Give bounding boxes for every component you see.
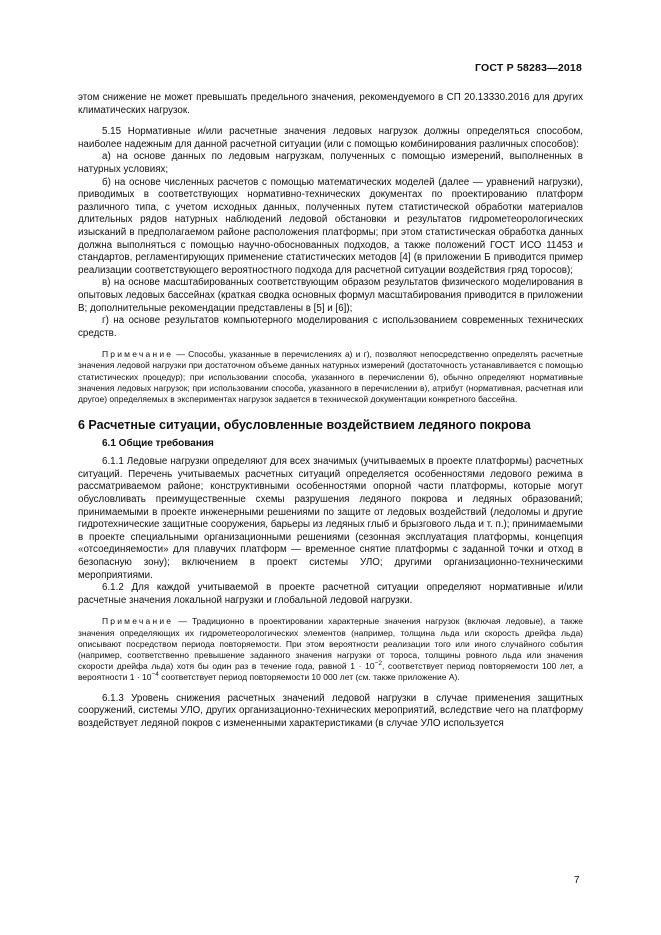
- note-2: [78, 616, 583, 683]
- list-item-g: г) на основе результатов компьютерного моделирования с использованием современных технических средств.: [78, 315, 583, 339]
- list-item-a: а) на основе данных по ледовым нагрузкам, полученных с помощью измерений, выполненных в натурных условиях;: [78, 151, 583, 175]
- note-2-exponent-1: −2: [374, 660, 383, 668]
- paragraph-continuation: этом снижение не может превышать предельного значения, рекомендуемого в СП 20.13330.2016 для других климатических нагрузок.: [78, 92, 583, 116]
- section-6-1-heading: 6.1 Общие требования: [102, 438, 214, 450]
- section-6-heading: 6 Расчетные ситуации, обусловленные воздействием ледяного покрова: [78, 418, 531, 433]
- paragraph-6-1-2: 6.1.2 Для каждой учитываемой в проекте расчетной ситуации определяют нормативные и/или расчетные значения локальной нагрузки и глобальной ледовой нагрузки.: [78, 582, 583, 606]
- document-code-header: ГОСТ Р 58283—2018: [474, 62, 582, 74]
- page-content: [78, 92, 583, 730]
- note-2-text-c: соответствует период повторяемости 10 000 лет (см. также приложение А).: [158, 672, 460, 683]
- note-1-label: Примечание: [102, 349, 174, 360]
- note-1-text: — Способы, указанные в перечислениях а) и г), позволяют непосредственно определять расчетные значения ледовой нагрузки при достаточном объеме данных натурных измерений (достаточность устанавливается с помощью статистических процедур); при использовании способа, указанного в перечислении б), обычно определяют нормативные значения ледовых нагрузок; при использовании способа, указанного в перечислении в), атрибут (нормативная, расчетная или другое) определяемых в экспериментах нагрузок задается в технической документации конкретного бассейна.: [78, 349, 583, 405]
- note-1: [78, 349, 583, 405]
- note-2-text-b: , соответствует период повторяемости 100 лет, а вероятности 1 · 10: [78, 661, 583, 683]
- paragraph-6-1-1: 6.1.1 Ледовые нагрузки определяют для всех значимых (учитываемых в проекте платформы) расчетных ситуаций. Перечень учитываемых расчетных ситуаций определяется особенностями ледового режима в рассматриваемом районе; конструктивными особенностями опорной части платформы, которые могут обусловливать преимущественные схемы разрушения ледяного покрова и ледяных образований; принимаемыми в проекте инженерными решениями по защите от ледовых воздействий (ледоломы и другие гидротехнические защитные сооружения, барьеры из ледяных глыб и брызгового льда и т. п.); принимаемыми в проекте специальными организационными решениями (сезонная эксплуатация платформы, концепция «отсоединяемости» для плавучих платформ — временное снятие платформы с заданной точки и отход в безопасную зону); включением в проект системы УЛО; другими организационно-техническими мероприятиями.: [78, 456, 583, 581]
- page-number: 7: [574, 875, 580, 886]
- paragraph-6-1-3: 6.1.3 Уровень снижения расчетных значений ледовой нагрузки в случае применения защитных сооружений, системы УЛО, других организационно-технических мероприятий, вследствие чего на платформу воздействует ледяной покров с измененными характеристиками (в случае УЛО используется: [78, 692, 583, 729]
- note-2-label: Примечание: [102, 616, 174, 627]
- note-2-text-a: — Традиционно в проектировании характерные значения нагрузок (включая ледовые), а также значения определяющих их гидрометеорологических элементов (например, толщина льда или скорость дрейфа льда) описывают посредством периода повторяемости. При этом вероятности реализации того или иного случайного события (например, соответственно превышение заданного значения нагрузки от тороса, толщины ровного льда или значения скорости дрейфа льда) хотя бы один раз в течение года, равной 1 · 10: [78, 616, 583, 672]
- note-2-exponent-2: −4: [151, 671, 159, 679]
- paragraph-5-15: 5.15 Нормативные и/или расчетные значения ледовых нагрузок должны определяться способом, наиболее надежным для данной расчетной ситуации (или с помощью комбинирования различных способов):: [78, 126, 583, 150]
- list-item-v: в) на основе масштабированных соответствующим образом результатов физического моделирования в опытовых ледовых бассейнах (краткая сводка основных формул масштабирования приводится в приложении В; дополнительные рекомендации представлены в [5] и [6]);: [78, 277, 583, 314]
- list-item-b: б) на основе численных расчетов с помощью математических моделей (далее — уравнений нагрузки), приводимых в соответствующих нормативно-технических документах по проектированию платформ различного типа, с учетом исходных данных, полученных путем статистической обработки материалов длительных рядов натурных наблюдений ледовой обстановки и результатов гидрометеорологических изысканий в предполагаемом районе расположения платформы; при этом статистическая обработка данных должна выполняться с помощью научно-обоснованных подходов, а также положений ГОСТ ИСО 11453 и стандартов, регламентирующих применение статистических методов [4] (в приложении Б приводится пример реализации соответствующего вероятностного подхода для расчетной ситуации воздействия гряд торосов);: [78, 176, 583, 276]
